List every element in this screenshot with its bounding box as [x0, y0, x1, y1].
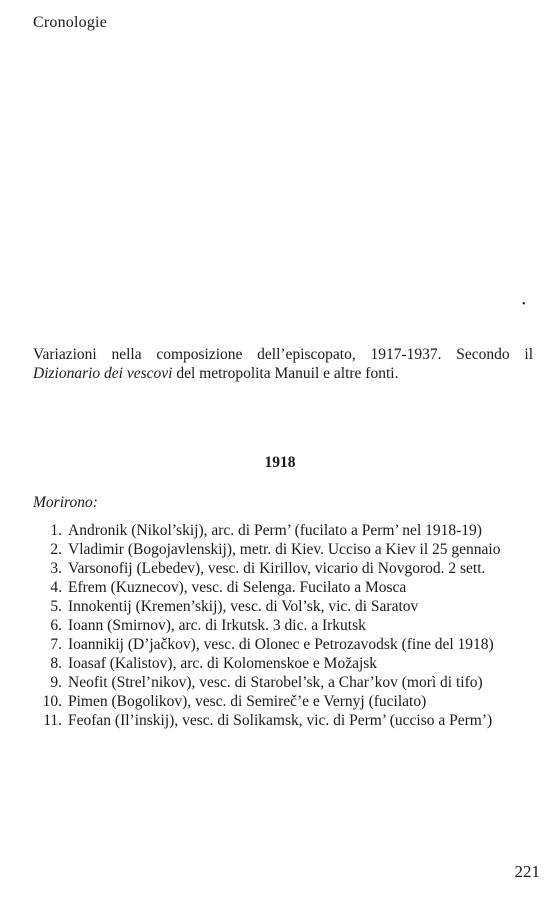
entry-number: 7.	[50, 636, 62, 653]
list-item	[33, 597, 536, 616]
entry-number: 6.	[50, 617, 62, 634]
year-heading: 1918	[264, 454, 296, 471]
intro-text-end: del metropolita Manuil e altre fonti.	[172, 365, 399, 382]
entry-number: 11.	[43, 712, 62, 729]
entry-text: Feofan (Il’inskij), vesc. di Solikamsk, vic. di Perm’ (ucciso a Perm’)	[68, 712, 493, 729]
entry-number: 3.	[50, 560, 62, 577]
entry-number: 8.	[50, 655, 62, 672]
entry-text: Pimen (Bogolikov), vesc. di Semireč’e e Vernyj (fucilato)	[68, 693, 427, 710]
intro-italic-title: Dizionario dei vescovi	[33, 365, 173, 382]
intro-text-start: Variazioni nella composizione dell’episcopato, 1917-1937. Secondo il	[33, 346, 533, 363]
entry-number: 1.	[50, 522, 62, 539]
page-number: 221	[514, 862, 540, 881]
list-item	[33, 616, 536, 635]
entry-number: 4.	[50, 579, 62, 596]
list-item	[33, 654, 536, 673]
entry-list	[33, 521, 536, 730]
entry-text: Innokentij (Kremen’skij), vesc. di Vol’sk, vic. di Saratov	[68, 598, 419, 615]
list-item	[33, 692, 536, 711]
entry-text: Ioann (Smirnov), arc. di Irkutsk. 3 dic. a Irkutsk	[68, 617, 366, 634]
intro-paragraph	[33, 345, 533, 383]
entry-number: 5.	[50, 598, 62, 615]
entry-number: 10.	[42, 693, 62, 710]
entry-text: Neofit (Strel’nikov), vesc. di Starobel’sk, a Char’kov (morì di tifo)	[68, 674, 483, 691]
section-label: Morirono:	[33, 494, 98, 511]
list-item	[33, 635, 536, 654]
stray-mark: •	[522, 299, 526, 310]
entry-text: Ioasaf (Kalistov), arc. di Kolomenskoe e Možajsk	[68, 655, 378, 672]
entry-number: 9.	[50, 674, 62, 691]
list-item	[33, 540, 536, 559]
list-item	[33, 711, 536, 730]
list-item	[33, 673, 536, 692]
entry-text: Varsonofij (Lebedev), vesc. di Kirillov, vicario di Novgorod. 2 sett.	[68, 560, 486, 577]
entry-text: Andronik (Nikol’skij), arc. di Perm’ (fucilato a Perm’ nel 1918-19)	[68, 522, 482, 539]
list-item	[33, 578, 536, 597]
list-item	[33, 559, 536, 578]
running-header: Cronologie	[33, 14, 107, 31]
list-item	[33, 521, 536, 540]
entry-text: Ioannikij (D’jačkov), vesc. di Olonec e Petrozavodsk (fine del 1918)	[68, 636, 494, 653]
entry-number: 2.	[50, 541, 62, 558]
entry-text: Efrem (Kuznecov), vesc. di Selenga. Fucilato a Mosca	[68, 579, 407, 596]
entry-text: Vladimir (Bogojavlenskij), metr. di Kiev. Ucciso a Kiev il 25 gennaio	[68, 541, 501, 558]
